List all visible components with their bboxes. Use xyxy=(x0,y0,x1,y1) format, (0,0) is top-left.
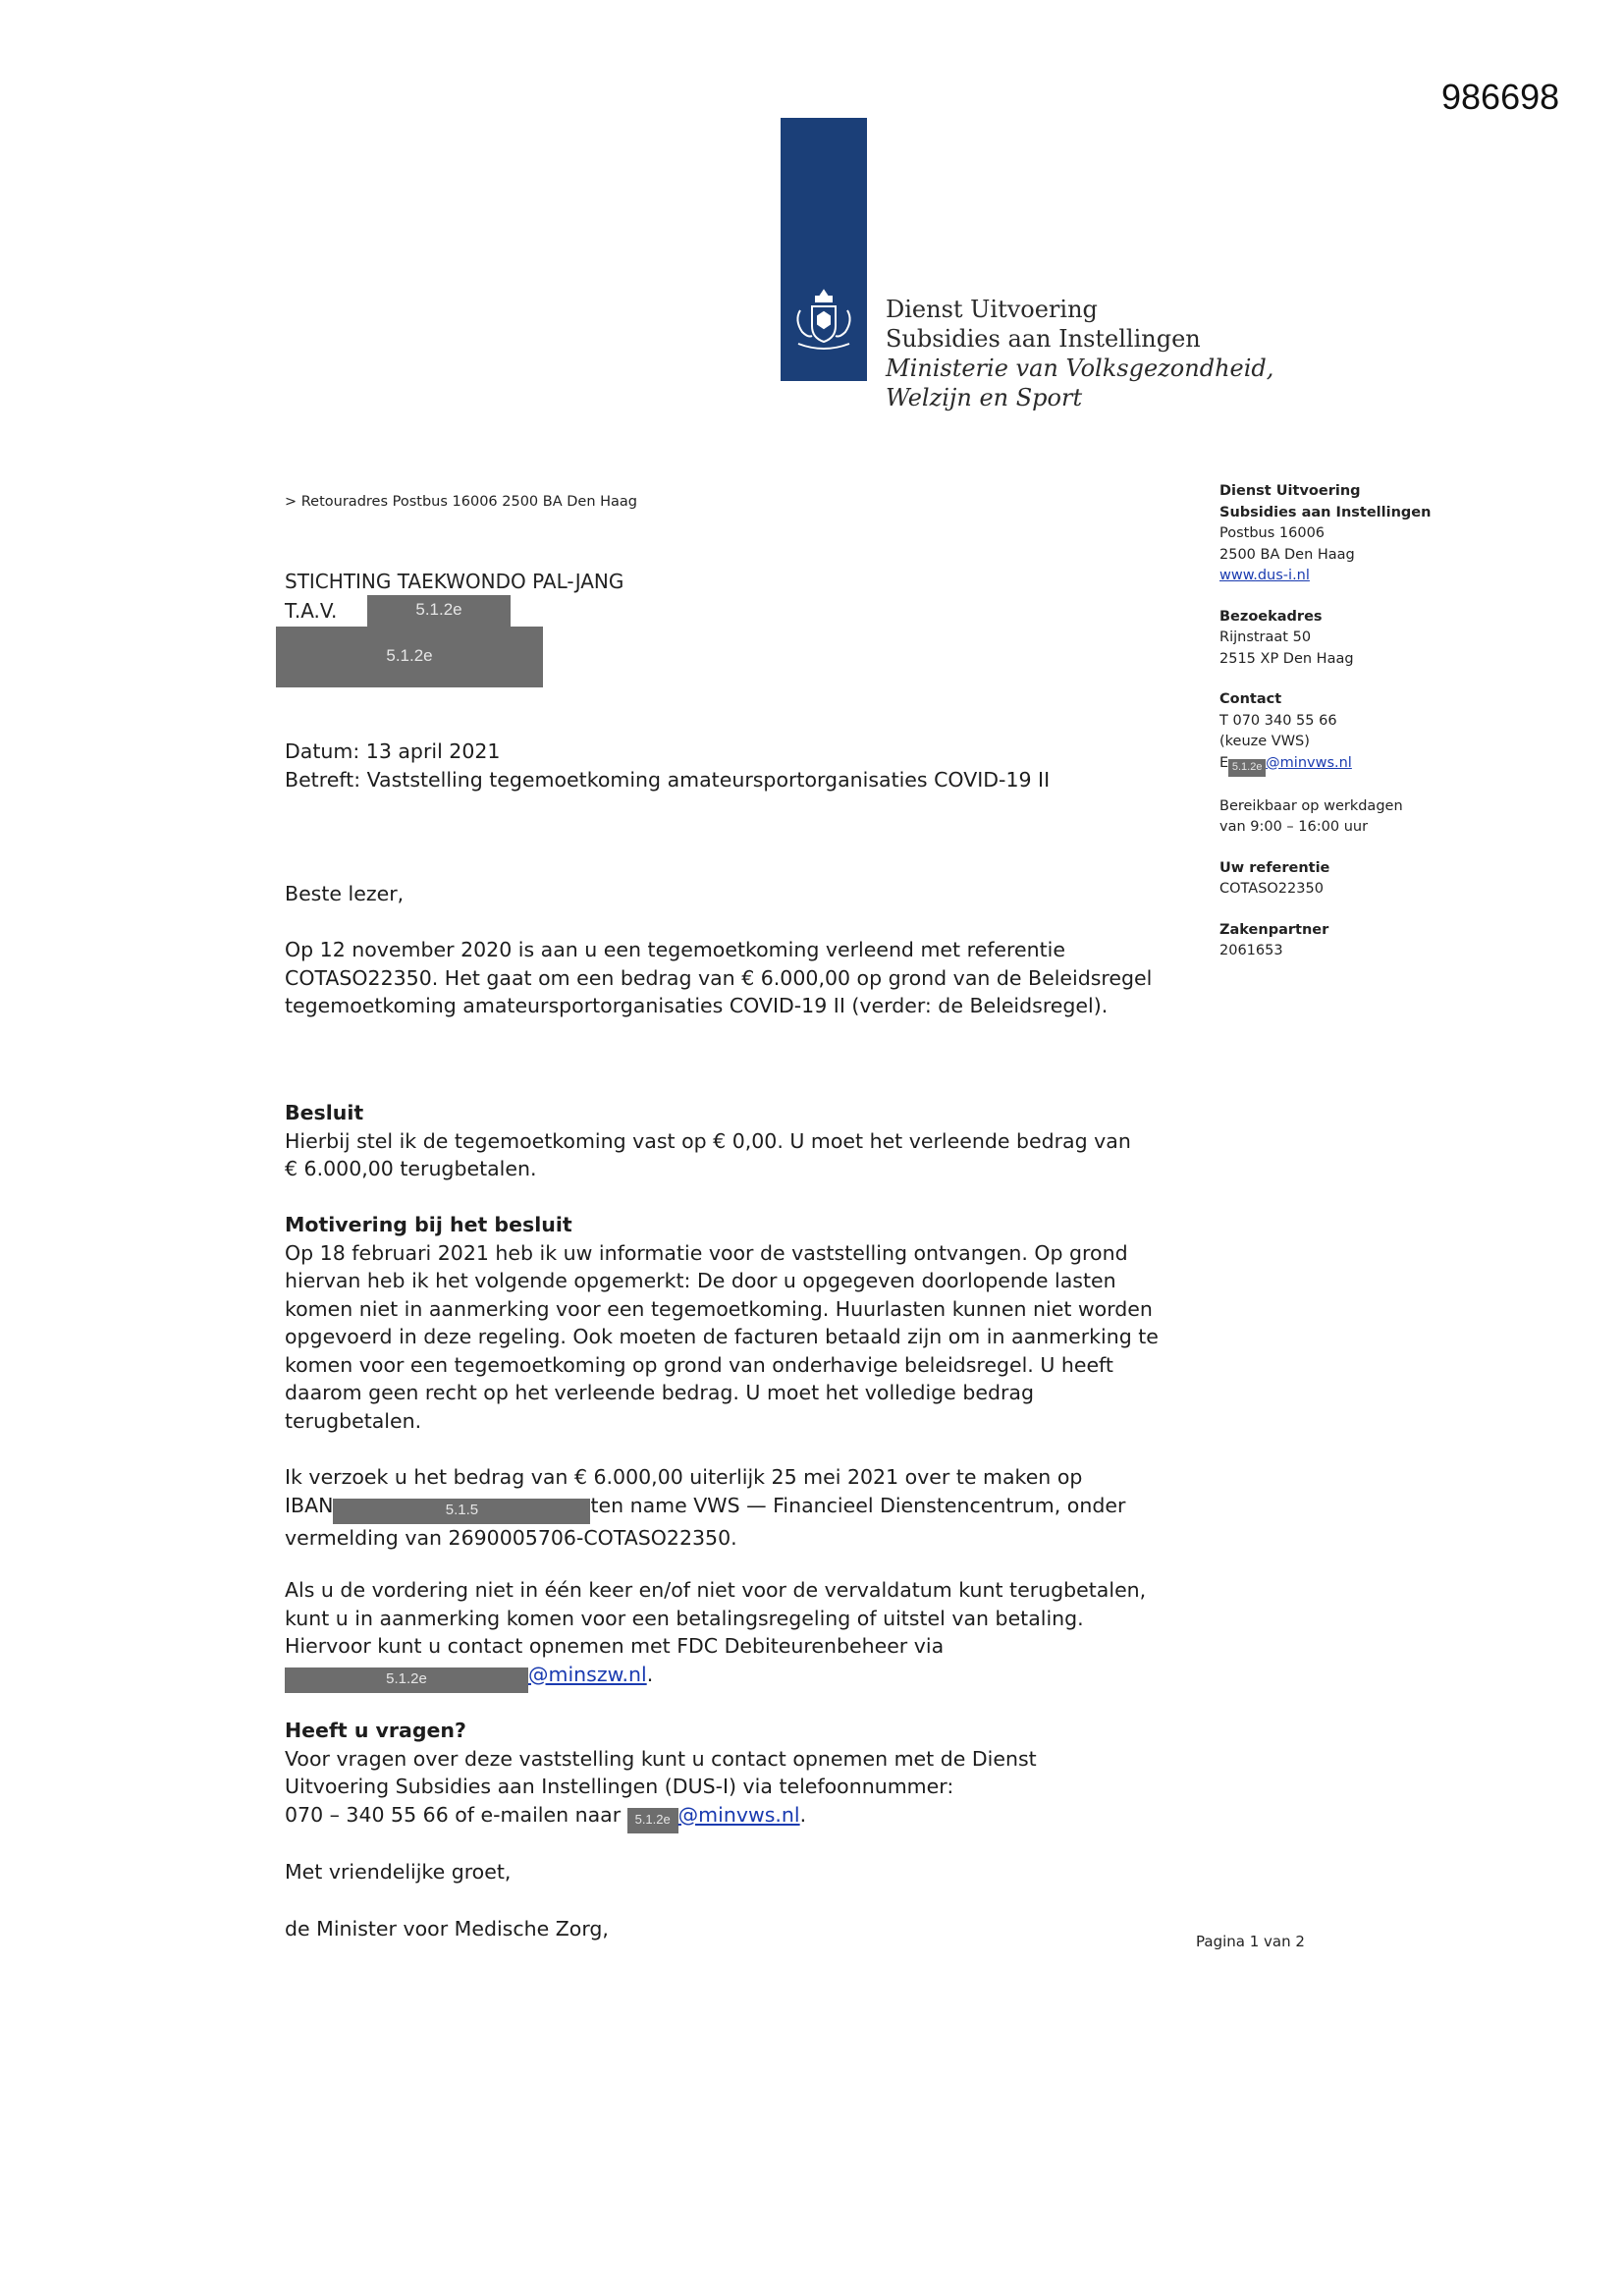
logo-line-2: Subsidies aan Instellingen xyxy=(886,325,1201,353)
sender-sidebar xyxy=(1219,481,1475,962)
motivation-section xyxy=(285,1211,1188,1435)
recipient-attn: T.A.V. xyxy=(285,599,338,623)
redaction-box: 5.1.5 xyxy=(333,1499,590,1524)
redaction-box: 5.1.2e xyxy=(276,627,543,687)
sidebar-ref-value: COTASO22350 xyxy=(1219,881,1324,897)
sidebar-email-link[interactable]: @minvws.nl xyxy=(1266,754,1352,771)
intro-paragraph: Op 12 november 2020 is aan u een tegemoetkoming verleend met referentie COTASO22350. Het gaat om een bedrag van € 6.000,00 op grond van de Beleidsregel tegemoetkoming amateursportorganisaties COVID-19 II (verder: de Beleidsregel). xyxy=(285,938,1153,1017)
redaction-box: 5.1.2e xyxy=(1228,759,1266,777)
return-address: > Retouradres Postbus 16006 2500 BA Den Haag xyxy=(285,494,638,510)
questions-email-link[interactable]: @minvws.nl xyxy=(677,1802,800,1827)
sidebar-org-line-2: Subsidies aan Instellingen xyxy=(1219,504,1432,520)
document-number: 986698 xyxy=(1441,77,1560,117)
decision-heading: Besluit xyxy=(285,1101,364,1124)
motivation-heading: Motivering bij het besluit xyxy=(285,1213,572,1236)
installment-end: . xyxy=(646,1662,654,1686)
sidebar-email xyxy=(1219,753,1475,777)
payment-line-3: vermelding van 2690005706-COTASO22350. xyxy=(285,1525,737,1550)
questions-line-3 xyxy=(285,1801,1188,1833)
sidebar-contact-heading: Contact xyxy=(1219,691,1282,707)
date-line: Datum: 13 april 2021 xyxy=(285,739,501,763)
sidebar-website-link[interactable]: www.dus-i.nl xyxy=(1219,568,1310,583)
motivation-text: Op 18 februari 2021 heb ik uw informatie voor de vaststelling ontvangen. Op grond hiervan heb ik het volgende opgemerkt: De door u opgegeven doorlopende lasten komen niet in aanmerking voor een tegemoetkoming. Huurlasten kunnen niet worden opgevoerd in deze regeling. Ook moeten de facturen betaald zijn om in aanmerking te komen voor een tegemoetkoming op grond van onderhavige beleidsregel. U heeft daarom geen recht op het verleende bedrag. U moet het volledige bedrag terugbetalen. xyxy=(285,1240,1159,1433)
signatory: de Minister voor Medische Zorg, xyxy=(285,1917,609,1941)
sidebar-phone: T 070 340 55 66 xyxy=(1219,712,1337,729)
sidebar-postbus: Postbus 16006 xyxy=(1219,525,1326,541)
installment-email-link[interactable]: @minszw.nl xyxy=(528,1662,647,1686)
questions-line-2: Uitvoering Subsidies aan Instellingen (DUS-I) via telefoonnummer: xyxy=(285,1775,954,1798)
payment-line-2-rest: ten name VWS — Financieel Dienstencentrum, onder xyxy=(590,1493,1126,1517)
sidebar-hours-1: Bereikbaar op werkdagen xyxy=(1219,797,1403,814)
sidebar-visit-city: 2515 XP Den Haag xyxy=(1219,650,1354,667)
sidebar-partner-heading: Zakenpartner xyxy=(1219,921,1329,938)
sidebar-phone-note: (keuze VWS) xyxy=(1219,734,1310,749)
sidebar-visit-heading: Bezoekadres xyxy=(1219,608,1323,625)
sidebar-partner-value: 2061653 xyxy=(1219,943,1283,958)
redaction-box: 5.1.2e xyxy=(627,1808,678,1833)
letter-meta xyxy=(285,738,1188,793)
sidebar-email-prefix: E xyxy=(1219,754,1229,771)
iban-prefix: IBAN xyxy=(285,1493,334,1517)
logo-line-3: Ministerie van Volksgezondheid, xyxy=(886,355,1274,382)
recipient-name: STICHTING TAEKWONDO PAL-JANG xyxy=(285,570,624,593)
decision-section xyxy=(285,1099,1188,1183)
payment-line-1: Ik verzoek u het bedrag van € 6.000,00 uiterlijk 25 mei 2021 over te maken op xyxy=(285,1465,1083,1489)
royal-crest-icon xyxy=(790,287,857,355)
logo-line-4: Welzijn en Sport xyxy=(886,384,1083,411)
subject-line: Betreft: Vaststelling tegemoetkoming amateursportorganisaties COVID-19 II xyxy=(285,767,1051,792)
sidebar-postcode: 2500 BA Den Haag xyxy=(1219,546,1355,563)
page-number: Pagina 1 van 2 xyxy=(1196,1933,1305,1950)
decision-text: Hierbij stel ik de tegemoetkoming vast op € 0,00. U moet het verleende bedrag van € 6.000,00 terugbetalen. xyxy=(285,1128,1131,1180)
sidebar-hours-2: van 9:00 – 16:00 uur xyxy=(1219,819,1369,835)
logo-line-1: Dienst Uitvoering xyxy=(886,296,1098,323)
questions-line-1: Voor vragen over deze vaststelling kunt u contact opnemen met de Dienst xyxy=(285,1746,1037,1771)
installment-email-line xyxy=(285,1661,1188,1693)
installment-paragraph xyxy=(285,1576,1188,1693)
closing: Met vriendelijke groet, xyxy=(285,1860,512,1884)
installment-text: Als u de vordering niet in één keer en/of niet voor de vervaldatum kunt terugbetalen, kunt u in aanmerking komen voor een betalingsregeling of uitstel van betaling. Hiervoor kunt u contact opnemen met FDC Debiteurenbeheer via xyxy=(285,1578,1147,1658)
questions-end: . xyxy=(799,1802,807,1827)
questions-heading: Heeft u vragen? xyxy=(285,1719,466,1742)
redaction-box: 5.1.2e xyxy=(367,595,511,627)
logo-text xyxy=(886,295,1273,412)
sidebar-org-line-1: Dienst Uitvoering xyxy=(1219,483,1361,499)
salutation: Beste lezer, xyxy=(285,882,405,905)
questions-section xyxy=(285,1717,1188,1833)
payment-line-2 xyxy=(285,1492,1188,1524)
sidebar-ref-heading: Uw referentie xyxy=(1219,859,1330,876)
redaction-box: 5.1.2e xyxy=(285,1667,528,1693)
questions-line-3-prefix: 070 – 340 55 66 of e-mailen naar xyxy=(285,1802,622,1827)
sidebar-visit-street: Rijnstraat 50 xyxy=(1219,629,1312,645)
payment-paragraph xyxy=(285,1463,1188,1552)
